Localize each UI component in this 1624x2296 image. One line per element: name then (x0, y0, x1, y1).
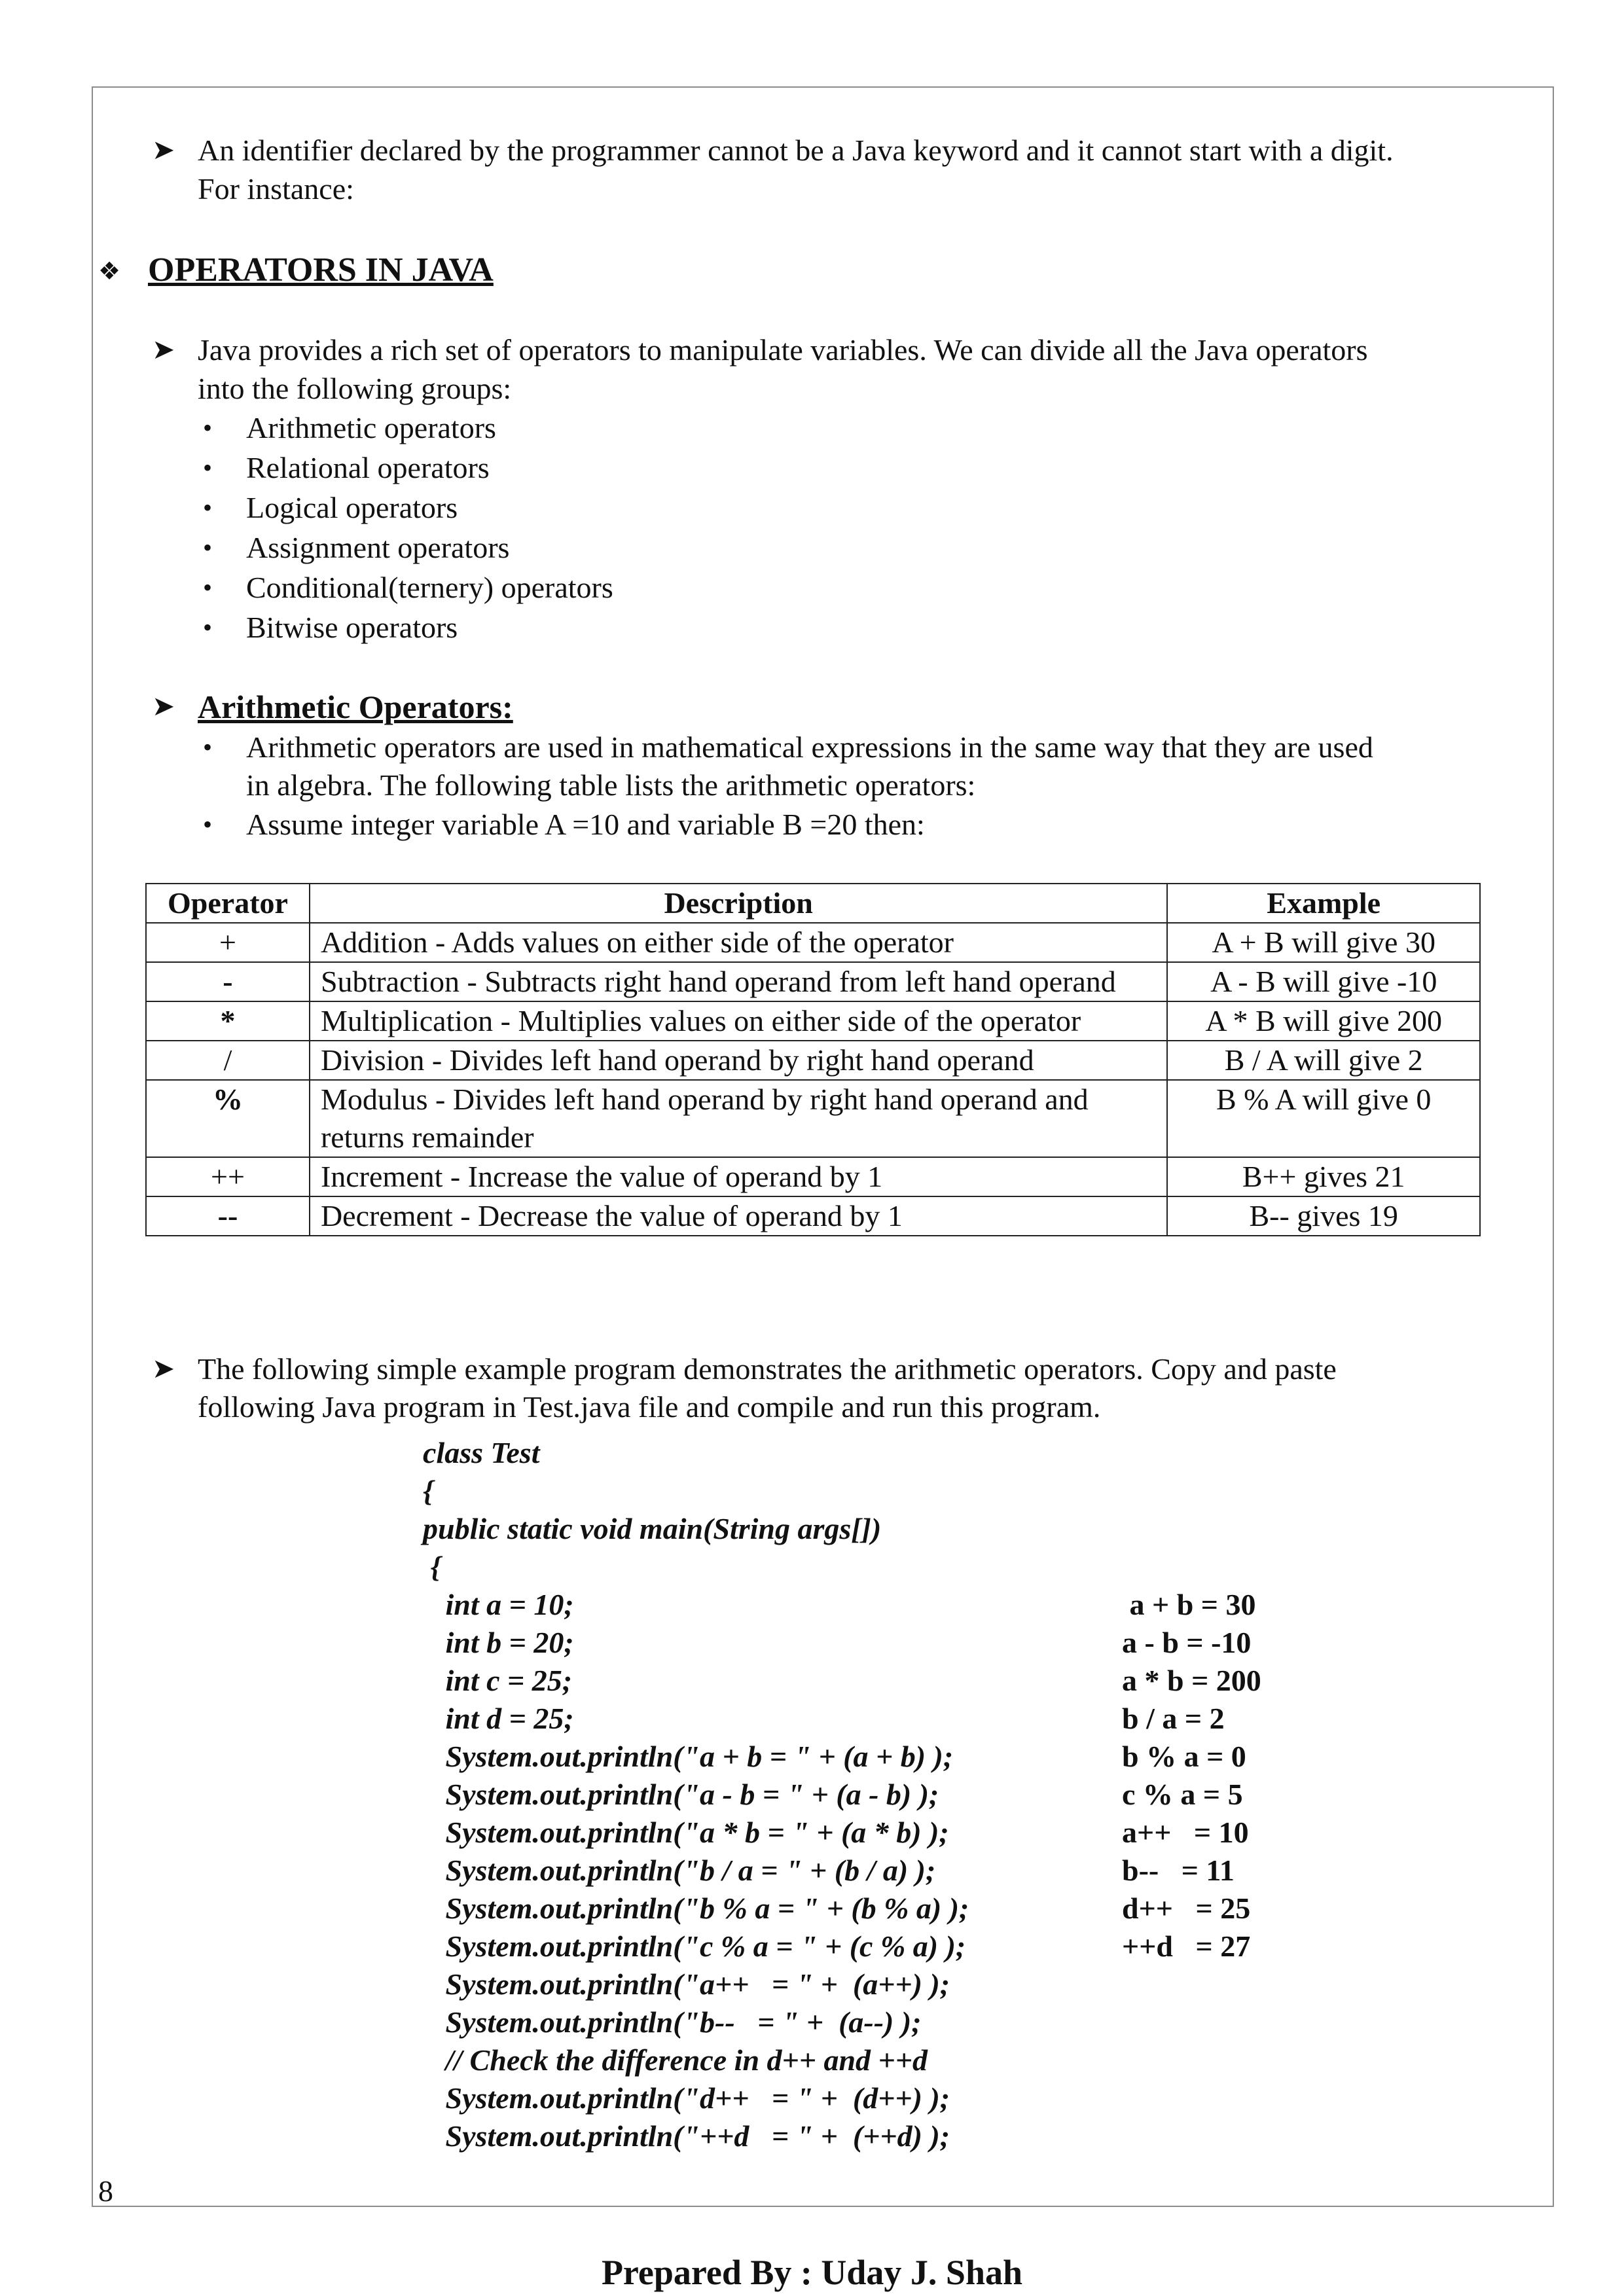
code-line: System.out.println("a - b = " + (a - b) ); (423, 1778, 939, 1811)
output-line: b % a = 0 (1122, 1740, 1246, 1773)
code-line: System.out.println("++d = " + (++d) ); (423, 2119, 950, 2153)
cell-operator: -- (146, 1196, 310, 1236)
table-row (146, 1080, 1480, 1157)
header-description: Description (310, 884, 1167, 923)
dot-bullet-icon: • (203, 493, 213, 522)
header-operator: Operator (146, 884, 310, 923)
cell-example: A + B will give 30 (1167, 923, 1480, 962)
output-line: c % a = 5 (1122, 1778, 1243, 1811)
code-line: int c = 25; (423, 1664, 573, 1697)
intro-line-1: An identifier declared by the programmer cannot be a Java keyword and it cannot start with a digit. (198, 134, 1394, 167)
code-line: System.out.println("c % a = " + (c % a) ); (423, 1929, 966, 1963)
section-para-line-1: Java provides a rich set of operators to manipulate variables. We can divide all the Java operators (198, 333, 1368, 367)
cell-operator: / (146, 1041, 310, 1080)
table-row (146, 1041, 1480, 1080)
output-line: a - b = -10 (1122, 1626, 1252, 1659)
diamond-bullet-icon: ❖ (98, 258, 121, 285)
output-line: b / a = 2 (1122, 1702, 1225, 1735)
code-line: System.out.println("d++ = " + (d++) ); (423, 2081, 950, 2115)
section-heading: OPERATORS IN JAVA (148, 251, 494, 289)
dot-bullet-icon: • (203, 413, 213, 442)
arithmetic-bullet-1-line-1: Arithmetic operators are used in mathematical expressions in the same way that they are used (246, 730, 1373, 764)
cell-description: Increment - Increase the value of operand by 1 (310, 1157, 1167, 1196)
cell-description: Decrement - Decrease the value of operand by 1 (310, 1196, 1167, 1236)
table-row (146, 923, 1480, 962)
arithmetic-heading: Arithmetic Operators: (198, 689, 513, 725)
footer-credit: Prepared By : Uday J. Shah (601, 2253, 1023, 2292)
code-line: public static void main(String args[]) (423, 1512, 882, 1545)
header-example: Example (1167, 884, 1480, 923)
table-row (146, 962, 1480, 1001)
arithmetic-bullet-1-line-2: in algebra. The following table lists the arithmetic operators: (246, 768, 976, 802)
cell-operator: % (146, 1080, 310, 1157)
cell-operator: + (146, 923, 310, 962)
table-header-row (146, 884, 1480, 923)
cell-example: B / A will give 2 (1167, 1041, 1480, 1080)
output-line: ++d = 27 (1122, 1929, 1251, 1963)
cell-operator: * (146, 1001, 310, 1041)
cell-operator: ++ (146, 1157, 310, 1196)
arithmetic-bullet-2: Assume integer variable A =10 and variable B =20 then: (246, 808, 925, 841)
cell-example: B++ gives 21 (1167, 1157, 1480, 1196)
example-line-2: following Java program in Test.java file and compile and run this program. (198, 1390, 1101, 1424)
dot-bullet-icon: • (203, 573, 213, 602)
cell-example: A - B will give -10 (1167, 962, 1480, 1001)
code-line: System.out.println("b-- = " + (a--) ); (423, 2005, 922, 2039)
list-item: Conditional(ternery) operators (246, 571, 613, 604)
cell-example: B-- gives 19 (1167, 1196, 1480, 1236)
code-line: class Test (423, 1436, 540, 1469)
cell-description: Subtraction - Subtracts right hand operand from left hand operand (310, 962, 1167, 1001)
code-line: System.out.println("b % a = " + (b % a) ); (423, 1892, 969, 1925)
code-line: // Check the difference in d++ and ++d (423, 2043, 928, 2077)
cell-example: A * B will give 200 (1167, 1001, 1480, 1041)
cell-example: B % A will give 0 (1167, 1080, 1480, 1157)
table-row (146, 1001, 1480, 1041)
intro-line-2: For instance: (198, 172, 354, 206)
code-line: { (423, 1550, 441, 1583)
section-para-line-2: into the following groups: (198, 372, 512, 405)
cell-operator: - (146, 962, 310, 1001)
code-line: System.out.println("b / a = " + (b / a) ); (423, 1854, 936, 1887)
dot-bullet-icon: • (203, 613, 213, 642)
example-line-1: The following simple example program demonstrates the arithmetic operators. Copy and paste (198, 1352, 1337, 1386)
code-line: System.out.println("a++ = " + (a++) ); (423, 1967, 950, 2001)
output-line: b-- = 11 (1122, 1854, 1235, 1887)
list-item: Arithmetic operators (246, 411, 496, 444)
list-item: Logical operators (246, 491, 458, 524)
list-item: Bitwise operators (246, 611, 458, 644)
cell-description: Division - Divides left hand operand by right hand operand (310, 1041, 1167, 1080)
dot-bullet-icon: • (203, 732, 213, 762)
cell-description: Multiplication - Multiplies values on either side of the operator (310, 1001, 1167, 1041)
code-line: int d = 25; (423, 1702, 574, 1735)
list-item: Relational operators (246, 451, 490, 484)
table-row (146, 1157, 1480, 1196)
code-line: System.out.println("a * b = " + (a * b) ); (423, 1816, 949, 1849)
code-line: int b = 20; (423, 1626, 574, 1659)
page-number: 8 (98, 2174, 113, 2208)
output-line: a * b = 200 (1122, 1664, 1261, 1697)
dot-bullet-icon: • (203, 810, 213, 839)
arrow-bullet-icon: ➤ (152, 1354, 175, 1384)
code-line: System.out.println("a + b = " + (a + b) ); (423, 1740, 954, 1773)
code-line: int a = 10; (423, 1588, 574, 1621)
arrow-bullet-icon: ➤ (152, 335, 175, 365)
dot-bullet-icon: • (203, 453, 213, 482)
dot-bullet-icon: • (203, 533, 213, 562)
output-line: a++ = 10 (1122, 1816, 1249, 1849)
arrow-bullet-icon: ➤ (152, 692, 175, 722)
code-line: { (423, 1474, 434, 1507)
arrow-bullet-icon: ➤ (152, 135, 175, 166)
cell-description: Modulus - Divides left hand operand by right hand operand and returns remainder (310, 1080, 1167, 1157)
list-item: Assignment operators (246, 531, 510, 564)
output-line: a + b = 30 (1122, 1588, 1256, 1621)
output-line: d++ = 25 (1122, 1892, 1251, 1925)
operators-table (145, 883, 1481, 1236)
table-row (146, 1196, 1480, 1236)
cell-description: Addition - Adds values on either side of the operator (310, 923, 1167, 962)
